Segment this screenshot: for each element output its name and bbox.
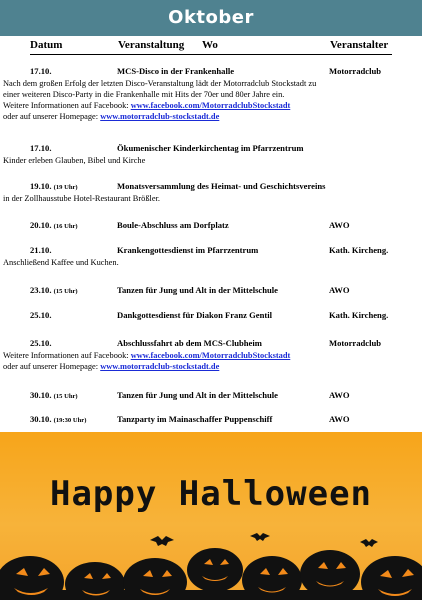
event-title: Abschlussfahrt ab dem MCS-Clubheim <box>117 338 262 348</box>
halloween-banner <box>0 432 422 600</box>
event-entry <box>30 390 400 402</box>
event-title: Ökumenischer Kinderkirchentag im Pfarrzentrum <box>117 143 304 153</box>
column-header-row <box>30 38 392 55</box>
event-entry <box>3 245 400 268</box>
link-intro: oder auf unserer Homepage: <box>3 112 101 121</box>
facebook-link[interactable]: www.facebook.com/MotorradclubStockstadt <box>130 101 291 110</box>
column-date: Datum <box>30 39 63 51</box>
description-line: Kinder erleben Glauben, Bibel und Kirche <box>3 156 146 165</box>
event-entry <box>3 181 400 204</box>
event-date: 17.10. <box>30 66 52 76</box>
event-entry <box>3 338 400 372</box>
event-date <box>30 390 78 402</box>
event-date <box>30 414 86 426</box>
event-title: Tanzparty im Mainaschaffer Puppenschiff <box>117 414 273 424</box>
description-line <box>3 111 400 122</box>
event-description <box>3 350 400 372</box>
description-line <box>3 361 400 372</box>
column-where: Wo <box>202 39 218 51</box>
homepage-link[interactable]: www.motorradclub-stockstadt.de <box>100 112 220 121</box>
event-entry <box>3 143 400 166</box>
event-time: (15 Uhr) <box>53 288 78 295</box>
link-intro: oder auf unserer Homepage: <box>3 362 101 371</box>
event-date <box>30 285 78 297</box>
event-title: MCS-Disco in der Frankenhalle <box>117 66 235 76</box>
description-line <box>3 350 400 361</box>
event-title: Tanzen für Jung und Alt in der Mittelschule <box>117 390 279 400</box>
description-line: einer weiteren Disco-Party in die Frankenhalle mit Hits der 70er und 80er Jahre ein. <box>3 90 285 99</box>
date-value: 19.10. <box>30 181 52 191</box>
description-line: Anschließend Kaffee und Kuchen. <box>3 258 119 267</box>
event-organizer: AWO <box>329 390 350 400</box>
halloween-title: Happy Halloween <box>49 474 373 514</box>
event-title: Tanzen für Jung und Alt in der Mittelschule <box>117 285 279 295</box>
event-organizer: AWO <box>329 414 350 424</box>
event-organizer: Motorradclub <box>329 66 382 76</box>
date-value: 30.10. <box>30 414 52 424</box>
link-intro: Weitere Informationen auf Facebook: <box>3 351 131 360</box>
event-title: Krankengottesdienst im Pfarrzentrum <box>117 245 259 255</box>
date-value: 20.10. <box>30 220 52 230</box>
event-date: 17.10. <box>30 143 52 153</box>
facebook-link[interactable]: www.facebook.com/MotorradclubStockstadt <box>130 351 291 360</box>
description-line <box>3 100 400 111</box>
page-title: Oktober <box>168 7 254 28</box>
event-description <box>3 257 400 268</box>
page-header <box>0 0 422 36</box>
description-line: Nach dem großen Erfolg der letzten Disco-Veranstaltung lädt der Motorradclub Stockstadt zu <box>3 79 317 88</box>
event-organizer: Motorradclub <box>329 338 382 348</box>
date-value: 30.10. <box>30 390 52 400</box>
event-time: (19:30 Uhr) <box>53 417 87 424</box>
event-date <box>30 181 78 193</box>
event-time: (15 Uhr) <box>53 393 78 400</box>
event-title: Monatsversammlung des Heimat- und Geschichtsvereins <box>117 181 326 191</box>
event-organizer: AWO <box>329 285 350 295</box>
event-date <box>30 220 78 232</box>
event-description <box>3 193 400 204</box>
event-time: (16 Uhr) <box>53 223 78 230</box>
event-organizer: Kath. Kircheng. <box>329 310 389 320</box>
event-date: 21.10. <box>30 245 52 255</box>
event-entry <box>30 285 400 297</box>
column-organizer: Veranstalter <box>330 39 389 51</box>
pumpkins-illustration <box>0 532 422 600</box>
event-time: (19 Uhr) <box>53 184 78 191</box>
event-entry <box>30 310 400 322</box>
event-description <box>3 78 400 122</box>
homepage-link[interactable]: www.motorradclub-stockstadt.de <box>100 362 220 371</box>
column-event: Veranstaltung <box>118 39 185 51</box>
link-intro: Weitere Informationen auf Facebook: <box>3 101 131 110</box>
event-title: Dankgottesdienst für Diakon Franz Gentil <box>117 310 273 320</box>
event-description <box>3 155 400 166</box>
event-entry <box>3 66 400 122</box>
event-organizer: AWO <box>329 220 350 230</box>
event-entry <box>30 414 400 426</box>
event-date: 25.10. <box>30 310 52 320</box>
description-line: in der Zollhausstube Hotel-Restaurant Brößler. <box>3 194 160 203</box>
event-entry <box>30 220 400 232</box>
event-organizer: Kath. Kircheng. <box>329 245 389 255</box>
event-title: Boule-Abschluss am Dorfplatz <box>117 220 229 230</box>
event-date: 25.10. <box>30 338 52 348</box>
date-value: 23.10. <box>30 285 52 295</box>
